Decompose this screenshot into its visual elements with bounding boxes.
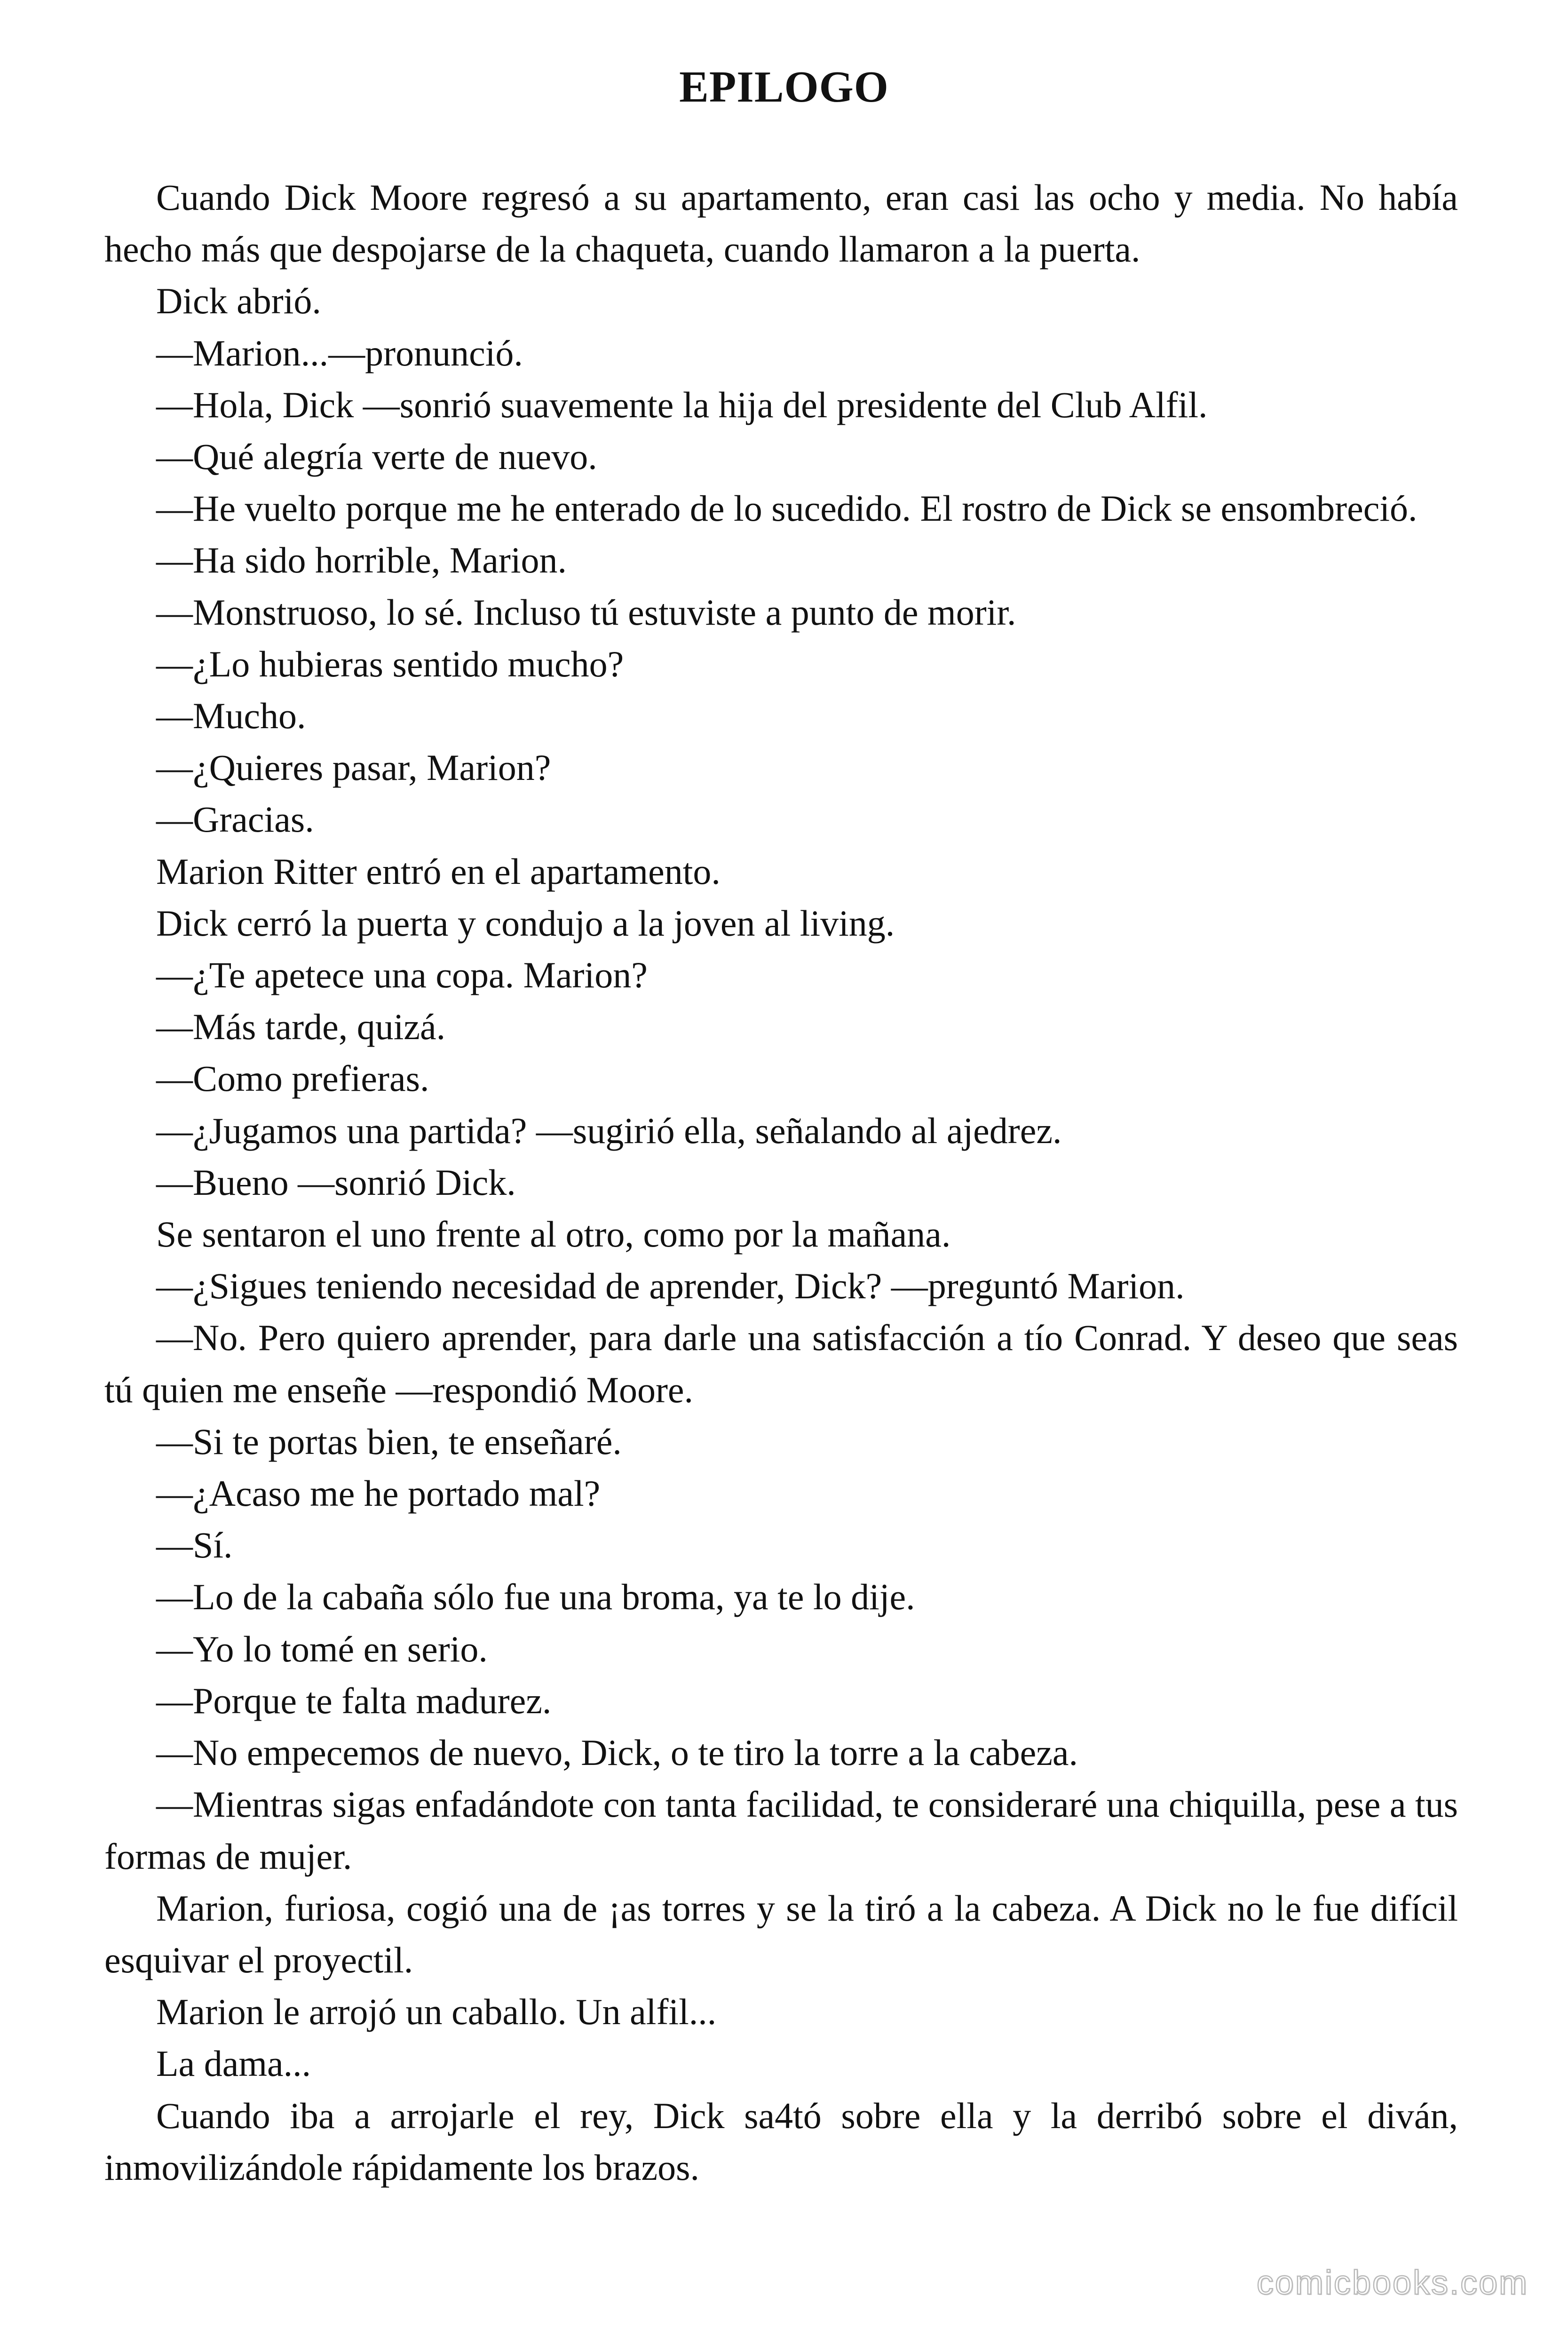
paragraph: Marion Ritter entró en el apartamento.	[156, 850, 721, 892]
paragraph: —Ha sido horrible, Marion.	[156, 540, 567, 581]
paragraph: La dama...	[156, 2043, 311, 2084]
paragraph: —Mucho.	[156, 695, 306, 737]
paragraph: —¿Quieres pasar, Marion?	[156, 747, 551, 788]
paragraph: —Sí.	[156, 1525, 233, 1566]
paragraph: Dick cerró la puerta y condujo a la joven al living.	[156, 902, 895, 944]
paragraph: —Hola, Dick —sonrió suavemente la hija del presidente del Club Alfil.	[156, 384, 1208, 425]
paragraph: —Monstruoso, lo sé. Incluso tú estuviste a punto de morir.	[156, 591, 1016, 633]
paragraph: —No. Pero quiero aprender, para darle una satisfacción a tío Conrad. Y deseo que seas tú quien me enseñe —respondió Moore.	[104, 1317, 1458, 1410]
paragraph: —¿Lo hubieras sentido mucho?	[156, 643, 624, 684]
paragraph: Marion, furiosa, cogió una de ¡as torres y se la tiró a la cabeza. A Dick no le fue difícil esquivar el proyectil.	[104, 1887, 1458, 1980]
paragraph: Marion le arrojó un caballo. Un alfil...	[156, 1991, 717, 2033]
site-watermark: comicbooks.com	[1256, 2264, 1528, 2302]
paragraph: —Lo de la cabaña sólo fue una broma, ya te lo dije.	[156, 1576, 915, 1618]
paragraph: —¿Sigues teniendo necesidad de aprender, Dick? —preguntó Marion.	[156, 1265, 1185, 1307]
paragraph: Cuando Dick Moore regresó a su apartamento, eran casi las ocho y media. No había hecho más que despojarse de la chaqueta, cuando llamaron a la puerta.	[104, 177, 1458, 270]
paragraph: —Mientras sigas enfadándote con tanta facilidad, te consideraré una chiquilla, pese a tus formas de mujer.	[104, 1784, 1458, 1877]
paragraph: —¿Acaso me he portado mal?	[156, 1473, 601, 1514]
paragraph: —He vuelto porque me he enterado de lo sucedido. El rostro de Dick se ensombreció.	[156, 488, 1418, 529]
paragraph: —¿Jugamos una partida? —sugirió ella, señalando al ajedrez.	[156, 1110, 1062, 1151]
paragraph: —Porque te falta madurez.	[156, 1680, 552, 1721]
paragraph: —Yo lo tomé en serio.	[156, 1628, 488, 1669]
chapter-title: EPILOGO	[679, 63, 889, 111]
paragraph: —Más tarde, quizá.	[156, 1006, 446, 1048]
paragraph: —Qué alegría verte de nuevo.	[156, 436, 597, 477]
paragraph: —¿Te apetece una copa. Marion?	[156, 954, 648, 996]
paragraph: —Bueno —sonrió Dick.	[156, 1161, 516, 1203]
paragraph: Dick abrió.	[156, 280, 321, 322]
paragraph: —Si te portas bien, te enseñaré.	[156, 1421, 622, 1462]
paragraph: —No empecemos de nuevo, Dick, o te tiro la torre a la cabeza.	[156, 1732, 1078, 1773]
paragraph: —Como prefieras.	[156, 1058, 429, 1099]
paragraph: —Marion...—pronunció.	[156, 332, 523, 373]
paragraph: Se sentaron el uno frente al otro, como por la mañana.	[156, 1214, 951, 1255]
paragraph: —Gracias.	[156, 799, 314, 840]
chapter-body	[104, 172, 1458, 2193]
paragraph: Cuando iba a arrojarle el rey, Dick sa4tó sobre ella y la derribó sobre el diván, inmovilizándole rápidamente los brazos.	[104, 2095, 1458, 2188]
